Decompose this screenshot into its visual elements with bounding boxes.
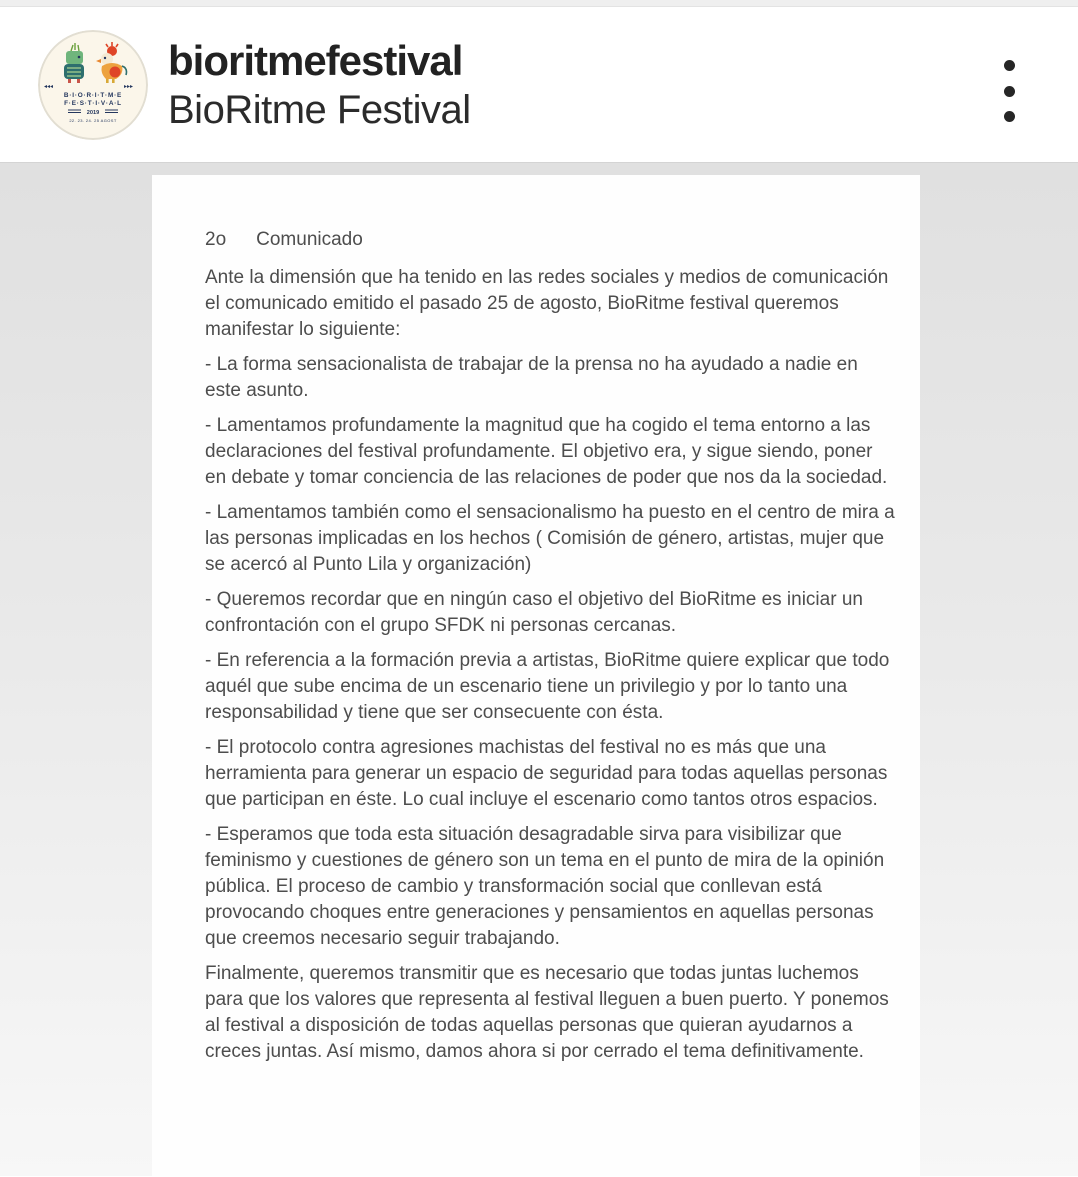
logo-arrows-right-icon: ▸▸▸ [124, 83, 134, 90]
document-photo [152, 175, 920, 1176]
header-text-block [168, 37, 471, 133]
kebab-menu-icon [1004, 111, 1015, 122]
username[interactable]: bioritmefestival [168, 36, 463, 84]
logo-name-line2: F·E·S·T·I·V·A·L [64, 99, 122, 107]
document-title-number: 2o [205, 229, 227, 250]
document-paragraph: - Lamentamos profundamente la magnitud que ha cogido el tema entorno a las declaraciones del festival profundamente. El objetivo era, y sigue siendo, poner en debate y tomar conciencia de las relaciones de poder que nos da la sociedad. [205, 415, 888, 488]
document-paragraph: - Lamentamos también como el sensacionalismo ha puesto en el centro de mira a las personas implicadas en los hechos ( Comisión de género, artistas, mujer que se acercó al Punto Lila y organización) [205, 502, 895, 575]
document-paragraph: - La forma sensacionalista de trabajar de la prensa no ha ayudado a nadie en este asunto. [205, 354, 858, 401]
document-paragraph: - El protocolo contra agresiones machistas del festival no es más que una herramienta para generar un espacio de seguridad para todas aquellas personas que participan en éste. Lo cual incluye el escenario como tantos otros espacios. [205, 737, 888, 810]
logo-dates: 22. 23. 24. 25 AGOST [69, 117, 117, 123]
display-name: BioRitme Festival [168, 87, 471, 132]
post-header [0, 7, 1078, 163]
document-paragraph: - Queremos recordar que en ningún caso el objetivo del BioRitme es iniciar un confrontación con el grupo SFDK ni personas cercanas. [205, 589, 863, 636]
festival-logo [38, 30, 148, 140]
kebab-menu-icon [1004, 86, 1015, 97]
top-edge-strip [0, 0, 1078, 7]
logo-arrows-left-icon: ◂◂◂ [44, 83, 54, 90]
document-title-text: Comunicado [256, 229, 363, 250]
kebab-menu-icon [1004, 60, 1015, 71]
document-paragraph: Finalmente, queremos transmitir que es necesario que todas juntas luchemos para que los valores que representa al festival lleguen a buen puerto. Y ponemos al festival a disposición de todas aquellas personas que quieran ayudarnos a creces juntas. Así mismo, damos ahora si por cerrado el tema definitivamente. [205, 963, 889, 1062]
document-paragraph: - En referencia a la formación previa a artistas, BioRitme quiere explicar que todo aquél que sube encima de un escenario tiene un privilegio y por lo tanto una responsabilidad y tiene que ser consecuente con ésta. [205, 650, 890, 723]
logo-name-line1: B·I·O·R·I·T·M·E [63, 91, 123, 99]
avatar[interactable] [38, 30, 148, 140]
post-image-area[interactable] [0, 163, 1078, 1176]
document-paragraphs [205, 265, 895, 1065]
document-paragraph: Ante la dimensión que ha tenido en las redes sociales y medios de comunicación el comunicado emitido el pasado 25 de agosto, BioRitme festival queremos manifestar lo siguiente: [205, 267, 889, 340]
document-title [205, 227, 895, 253]
logo-year: 2019 [86, 109, 100, 116]
document-paragraph: - Esperamos que toda esta situación desagradable sirva para visibilizar que feminismo y cuestiones de género son un tema en el punto de mira de la opinión pública. El proceso de cambio y transformación social que conllevan está provocando choques entre generaciones y pensamientos en aquellas personas que creemos necesario seguir trabajando. [205, 824, 885, 949]
more-options-button[interactable] [995, 60, 1023, 122]
